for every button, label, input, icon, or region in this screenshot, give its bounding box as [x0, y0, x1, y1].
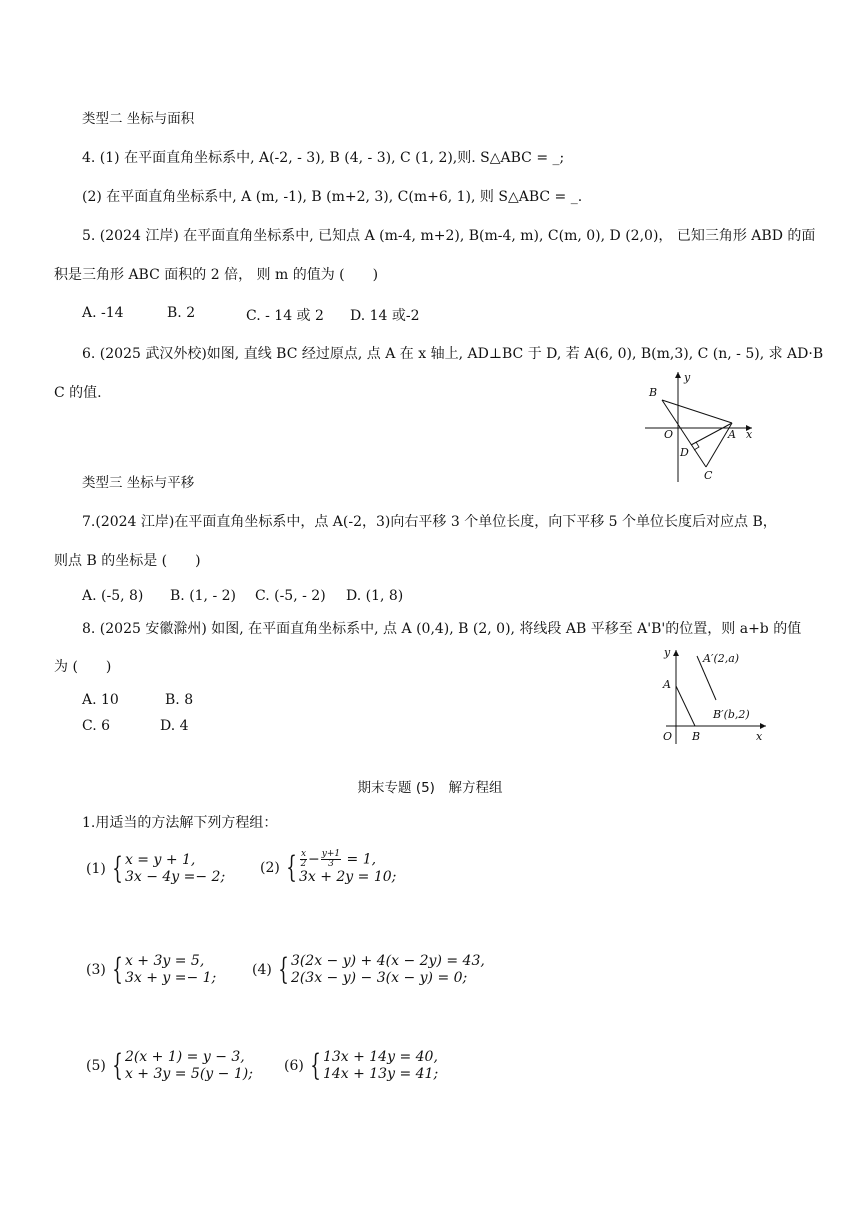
system-label: (3): [86, 962, 106, 978]
fig6-label-b: B: [649, 386, 658, 399]
figure-q8: [648, 640, 773, 748]
q5-option-a: A. -14: [82, 305, 124, 321]
system-equation: 13x + 14y = 40,: [322, 1049, 438, 1065]
q8-option-b: B. 8: [165, 692, 194, 708]
fig8-label-o: O: [663, 730, 673, 743]
q8-option-c: C. 6: [82, 718, 111, 734]
equation-system-1: (1) { x = y + 1, 3x − 4y =− 2;: [86, 851, 226, 886]
system-label: (4): [252, 962, 272, 978]
q5-option-c: C. - 14 或 2: [246, 308, 324, 324]
system-label: (5): [86, 1058, 106, 1074]
question-8-line-2: 为 ( ): [54, 659, 112, 675]
system-equation: x = y + 1,: [124, 852, 196, 868]
topic-title: 期末专题 (5) 解方程组: [357, 780, 503, 796]
q5-option-d: D. 14 或-2: [350, 308, 420, 324]
fig8-label-a: A: [663, 678, 671, 691]
q7-option-a: A. (-5, 8): [82, 588, 144, 604]
system-equation: 3(2x − y) + 4(x − 2y) = 43,: [290, 953, 485, 969]
fraction-numerator: y+1: [321, 849, 341, 859]
system-equation: 3x + 2y = 10;: [298, 869, 397, 885]
equation-system-6: (6) { 13x + 14y = 40, 14x + 13y = 41;: [284, 1048, 439, 1083]
question-5-line-2: 积是三角形 ABC 面积的 2 倍， 则 m 的值为 ( ): [54, 267, 379, 283]
fraction-numerator: x: [300, 849, 307, 859]
fig6-label-y: y: [684, 371, 691, 384]
system-equation: x + 3y = 5(y − 1);: [124, 1066, 253, 1082]
q8-option-a: A. 10: [82, 692, 119, 708]
equation-system-4: (4) { 3(2x − y) + 4(x − 2y) = 43, 2(3x − y) − 3(x − y) = 0;: [252, 952, 485, 987]
question-6-line-2: C 的值.: [54, 385, 102, 401]
system-label: (2): [260, 860, 280, 876]
question-6-line-1: 6. (2025 武汉外校)如图, 直线 BC 经过原点, 点 A 在 x 轴上, AD⊥BC 于 D, 若 A(6, 0), B(m,3), C (n, - 5), 求 AD·B: [82, 346, 824, 362]
system-equation: 3x − 4y =− 2;: [124, 869, 226, 885]
fig8-label-a-prime: A′(2,a): [703, 652, 740, 665]
section-title-3: 类型三 坐标与平移: [82, 475, 195, 491]
fig6-label-o: O: [664, 428, 674, 441]
question-5-line-1: 5. (2024 江岸) 在平面直角坐标系中, 已知点 A (m-4, m+2), B(m-4, m), C(m, 0), D (2,0)， 已知三角形 ABD 的面: [82, 228, 816, 244]
question-4-part-2: (2) 在平面直角坐标系中, A (m, -1), B (m+2, 3), C(m+6, 1), 则 S△ABC = _.: [82, 189, 583, 205]
figure-q6: [640, 366, 760, 486]
q7-option-d: D. (1, 8): [346, 588, 404, 604]
q7-option-c: C. (-5, - 2): [255, 588, 326, 604]
system-equation: 14x + 13y = 41;: [322, 1066, 439, 1082]
q7-option-b: B. (1, - 2): [170, 588, 237, 604]
fraction-denominator: 2: [300, 859, 307, 869]
fig8-label-b: B: [692, 730, 701, 743]
question-8-line-1: 8. (2025 安徽滁州) 如图, 在平面直角坐标系中, 点 A (0,4), B (2, 0), 将线段 AB 平移至 A'B'的位置，则 a+b 的值: [82, 621, 802, 637]
equation-system-2: (2) { $\frac{x}{2}$ − $\frac{y+1}{3}$ = 1, 3x + 2y = 10;: [260, 849, 397, 885]
system-equation: 2(3x − y) − 3(x − y) = 0;: [290, 970, 468, 986]
question-4-part-1: 4. (1) 在平面直角坐标系中, A(-2, - 3), B (4, - 3), C (1, 2),则. S△ABC = _;: [82, 150, 565, 166]
system-equation: 2(x + 1) = y − 3,: [124, 1049, 245, 1065]
fig8-label-y: y: [664, 646, 671, 659]
system-equation: x + 3y = 5,: [124, 953, 205, 969]
fig6-label-x: x: [746, 428, 753, 441]
system-label: (1): [86, 861, 106, 877]
q8-option-d: D. 4: [160, 718, 189, 734]
q5-option-b: B. 2: [167, 305, 196, 321]
section-title-2: 类型二 坐标与面积: [82, 111, 195, 127]
system-equation: = 1,: [342, 851, 377, 868]
fig8-label-b-prime: B′(b,2): [713, 708, 750, 721]
fig6-label-a: A: [728, 428, 736, 441]
system-equation: 3x + y =− 1;: [124, 970, 217, 986]
fig8-label-x: x: [756, 730, 763, 743]
fig6-label-d: D: [680, 446, 689, 459]
equation-system-3: (3) { x + 3y = 5, 3x + y =− 1;: [86, 952, 217, 987]
minus-sign: −: [308, 851, 320, 868]
problem-1-intro: 1.用适当的方法解下列方程组：: [82, 815, 278, 831]
question-7-line-1: 7.(2024 江岸)在平面直角坐标系中，点 A(-2，3)向右平移 3 个单位长度，向下平移 5 个单位长度后对应点 B，: [82, 514, 777, 530]
question-7-line-2: 则点 B 的坐标是 ( ): [54, 553, 201, 569]
fig6-label-c: C: [704, 469, 713, 482]
fraction-denominator: 3: [328, 859, 334, 869]
system-label: (6): [284, 1058, 304, 1074]
equation-system-5: (5) { 2(x + 1) = y − 3, x + 3y = 5(y − 1);: [86, 1048, 253, 1083]
